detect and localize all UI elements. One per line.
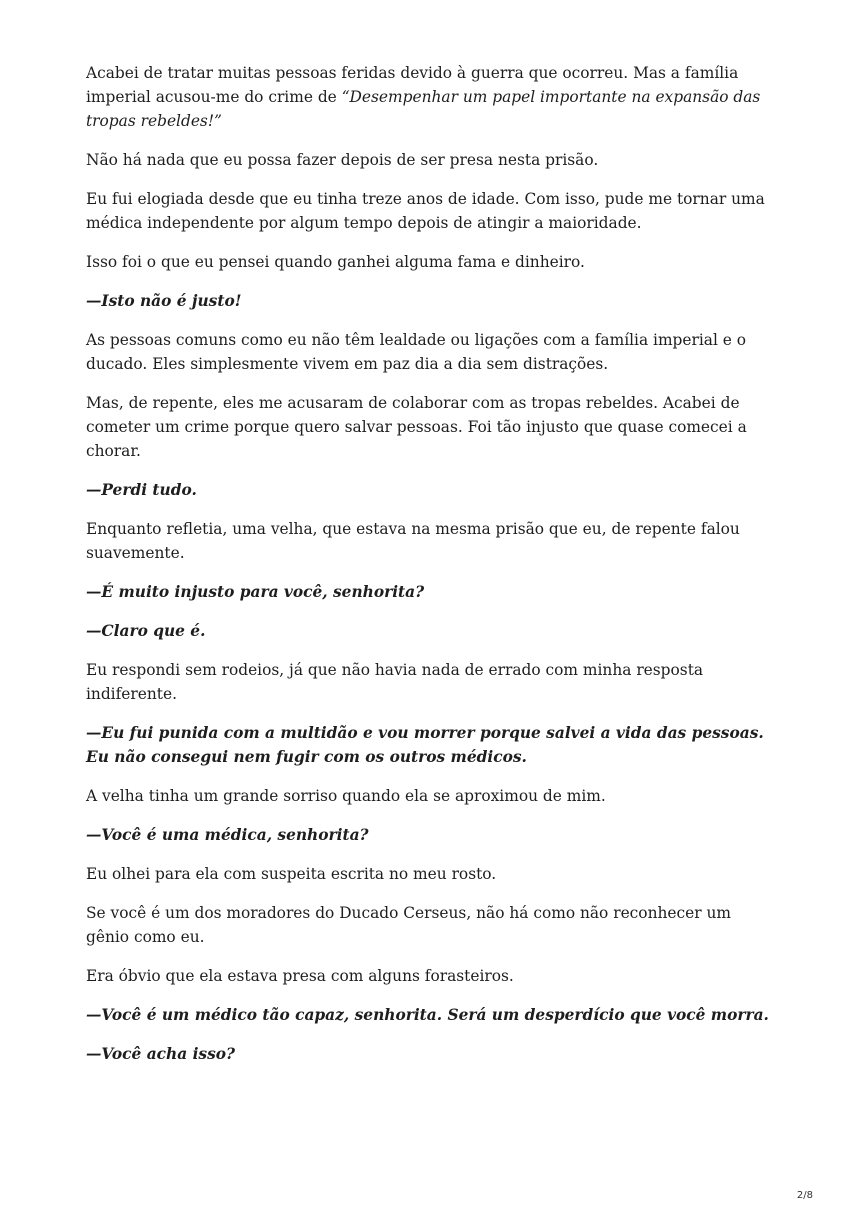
- paragraph: Era óbvio que ela estava presa com alguns forasteiros.: [86, 967, 514, 985]
- paragraph: Eu olhei para ela com suspeita escrita no meu rosto.: [86, 865, 497, 883]
- paragraph-text: Acabei de tratar muitas pessoas feridas devido à guerra que ocorreu. Mas a família imperial acusou-me do crime de: [86, 64, 739, 106]
- dialog-line: —Claro que é.: [86, 622, 206, 640]
- paragraph: Não há nada que eu possa fazer depois de ser presa nesta prisão.: [86, 151, 599, 169]
- dialog-line: —Você é um médico tão capaz, senhorita. Será um desperdício que você morra.: [86, 1006, 769, 1024]
- paragraph: Se você é um dos moradores do Ducado Cerseus, não há como não reconhecer um gênio como eu.: [86, 904, 731, 946]
- dialog-line: —Perdi tudo.: [86, 481, 197, 499]
- paragraph: Isso foi o que eu pensei quando ganhei alguma fama e dinheiro.: [86, 253, 585, 271]
- paragraph: A velha tinha um grande sorriso quando ela se aproximou de mim.: [86, 787, 606, 805]
- document-page: [86, 61, 770, 1081]
- paragraph: Eu respondi sem rodeios, já que não havia nada de errado com minha resposta indiferente.: [86, 661, 704, 703]
- paragraph: Mas, de repente, eles me acusaram de colaborar com as tropas rebeldes. Acabei de cometer um crime porque quero salvar pessoas. Foi tão injusto que quase comecei a chorar.: [86, 394, 747, 460]
- paragraph: As pessoas comuns como eu não têm lealdade ou ligações com a família imperial e o ducado. Eles simplesmente vivem em paz dia a dia sem distrações.: [86, 331, 747, 373]
- dialog-line: —Isto não é justo!: [86, 292, 242, 310]
- dialog-line: —É muito injusto para você, senhorita?: [86, 583, 425, 601]
- dialog-line: —Eu fui punida com a multidão e vou morrer porque salvei a vida das pessoas. Eu não consegui nem fugir com os outros médicos.: [86, 724, 764, 766]
- page-number: 2/8: [796, 1190, 813, 1201]
- paragraph: Eu fui elogiada desde que eu tinha treze anos de idade. Com isso, pude me tornar uma médica independente por algum tempo depois de atingir a maioridade.: [86, 190, 765, 232]
- dialog-line: —Você é uma médica, senhorita?: [86, 826, 369, 844]
- dialog-line: —Você acha isso?: [86, 1045, 236, 1063]
- paragraph: [86, 61, 770, 133]
- paragraph-emphasis: “Desempenhar um papel importante na expansão das tropas rebeldes!”: [86, 88, 761, 130]
- paragraph: Enquanto refletia, uma velha, que estava na mesma prisão que eu, de repente falou suavemente.: [86, 520, 740, 562]
